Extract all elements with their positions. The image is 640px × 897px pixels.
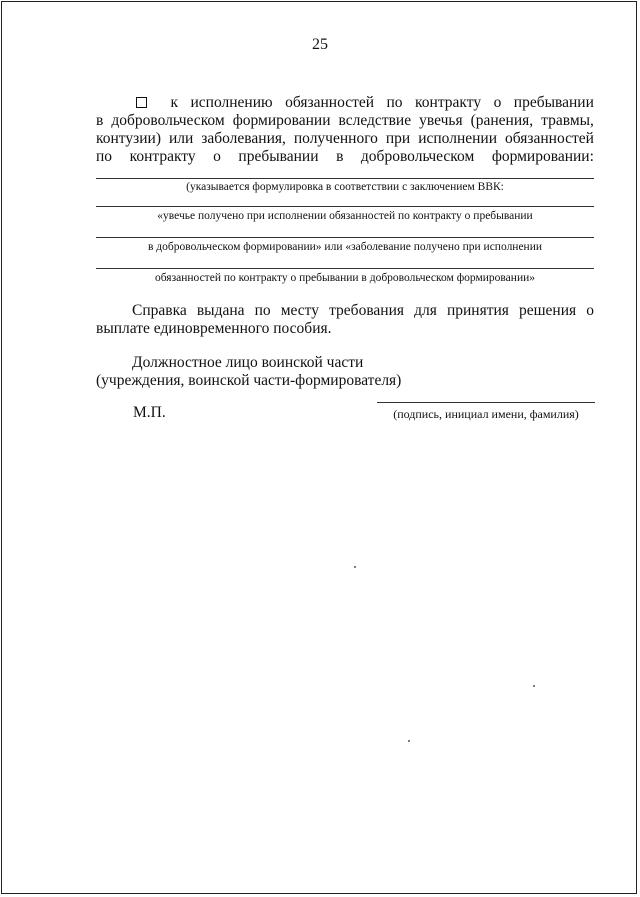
word: контракту	[415, 94, 482, 111]
word: формировании	[232, 112, 331, 129]
word: контузии)	[96, 130, 161, 147]
checkbox[interactable]	[136, 97, 147, 108]
word: пребывании	[513, 94, 594, 111]
word: полученного	[293, 130, 378, 147]
word: заболевания,	[201, 130, 286, 147]
paragraph-line-3	[96, 130, 594, 148]
hint-line-4: обязанностей по контракту о пребывании в добровольческом формировании»	[154, 272, 536, 284]
signature-hint: (подпись, инициал имени, фамилия)	[393, 407, 579, 421]
scan-speck	[408, 740, 410, 742]
page-number: 25	[312, 36, 328, 53]
official-line-2: (учреждения, воинской части-формирователя)	[96, 372, 402, 389]
fill-line-2[interactable]	[96, 206, 594, 207]
word: формировании:	[491, 148, 594, 165]
scan-speck	[533, 685, 535, 687]
word: о	[213, 148, 221, 165]
hint-line-3: в добровольческом формировании» или «заболевание получено при исполнении	[147, 241, 543, 253]
word: или	[168, 130, 194, 147]
stamp-label: М.П.	[133, 404, 166, 421]
word: исполнении	[418, 130, 498, 147]
word: увечья	[419, 112, 463, 129]
word: в	[96, 112, 104, 129]
word: добровольческом	[360, 148, 475, 165]
paragraph-line-4	[96, 148, 594, 166]
word: травмы,	[541, 112, 594, 129]
word: о	[493, 94, 502, 111]
fill-line-4[interactable]	[96, 268, 594, 269]
checkbox-paragraph	[96, 94, 594, 166]
word: обязанностей	[285, 94, 375, 111]
word: пребывании	[238, 148, 319, 165]
signature-line[interactable]	[377, 402, 595, 403]
certificate-text: Справка выдана по месту требования для принятия решения о выплате единовременного пособия.	[96, 302, 594, 337]
word: по	[96, 148, 113, 165]
word: исполнению	[190, 94, 273, 111]
word: в	[336, 148, 344, 165]
word: вследствие	[338, 112, 412, 129]
word: добровольческом	[111, 112, 225, 129]
word: контракту	[129, 148, 196, 165]
hint-line-1: (указывается формулировка в соответствии с заключением ВВК:	[186, 181, 504, 193]
word: при	[385, 130, 411, 147]
word: к	[170, 94, 179, 111]
paragraph-line-2	[96, 112, 594, 130]
hint-line-2: «увечье получено при исполнении обязанностей по контракту о пребывании	[157, 210, 533, 222]
paragraph-line-1	[96, 94, 594, 112]
scan-speck	[354, 566, 356, 568]
word: (ранения,	[470, 112, 534, 129]
fill-line-3[interactable]	[96, 237, 594, 238]
fill-line-1[interactable]	[96, 178, 594, 179]
word: обязанностей	[504, 130, 594, 147]
certificate-text-block	[96, 302, 594, 338]
official-line-1: Должностное лицо воинской части	[132, 354, 364, 371]
word: по	[386, 94, 403, 111]
